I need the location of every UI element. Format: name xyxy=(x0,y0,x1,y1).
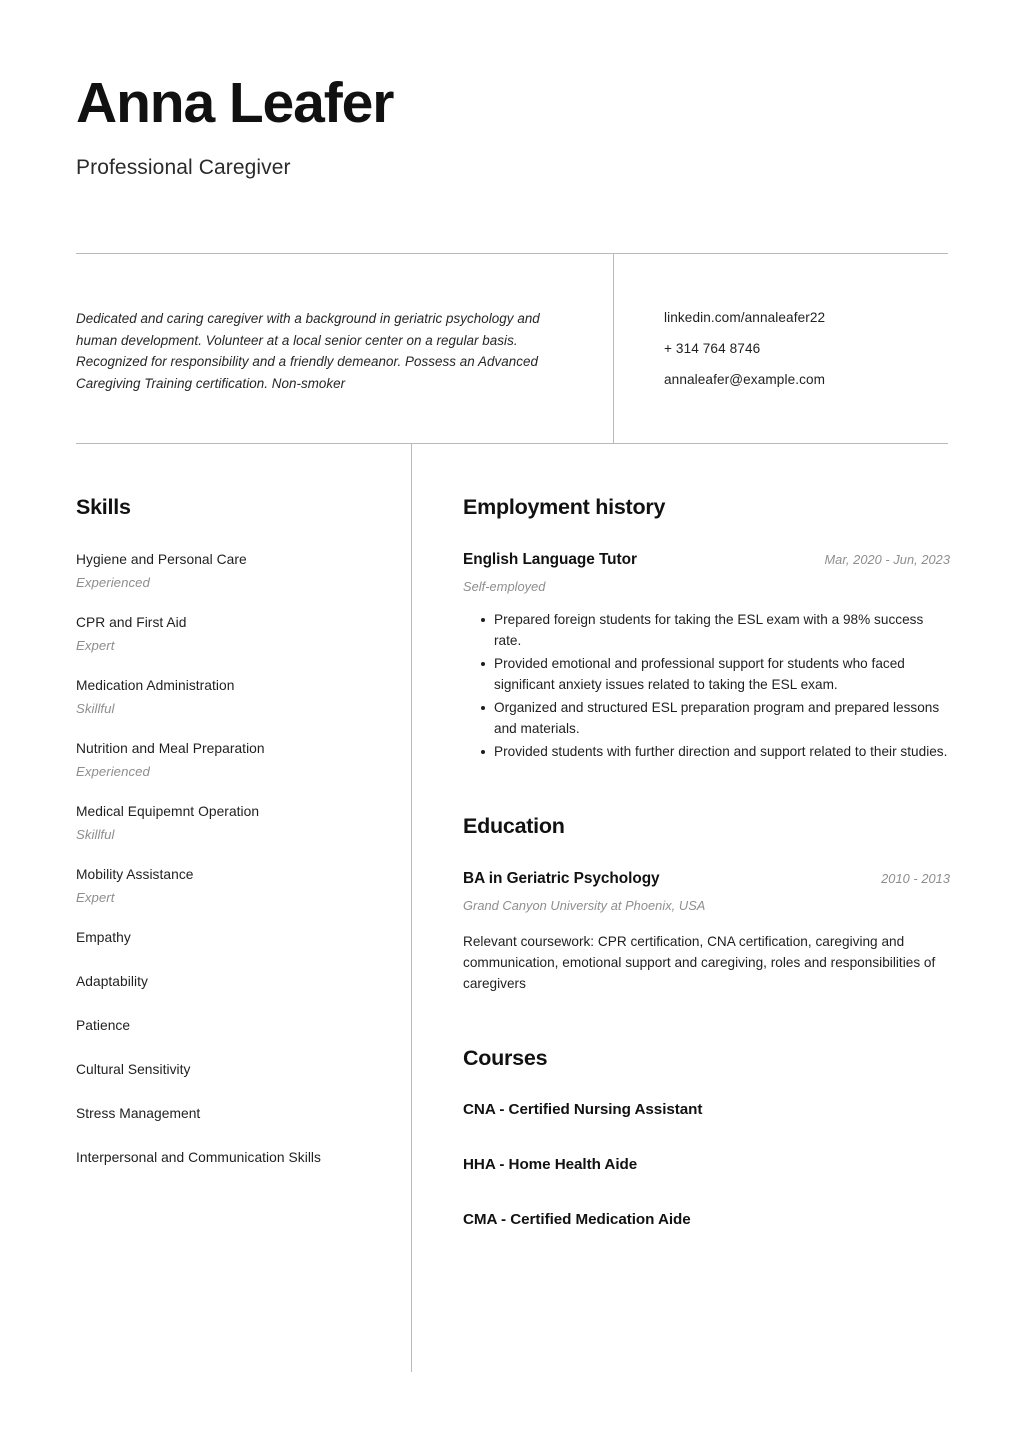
divider-bottom xyxy=(76,443,948,444)
contact-linkedin[interactable]: linkedin.com/annaleafer22 xyxy=(664,310,826,325)
employment-bullet: Prepared foreign students for taking the ESL exam with a 98% success rate. xyxy=(481,609,950,651)
employment-bullet: Provided students with further direction and support related to their studies. xyxy=(481,741,950,762)
employment-bullet-list xyxy=(463,609,950,762)
contact-email[interactable]: annaleafer@example.com xyxy=(664,372,826,387)
education-entry xyxy=(463,869,950,994)
skill-name: Patience xyxy=(76,1018,131,1033)
skill-item xyxy=(76,928,381,947)
skill-name: CPR and First Aid xyxy=(76,615,187,630)
employment-job-title: English Language Tutor xyxy=(463,551,637,568)
employment-bullet: Provided emotional and professional support for students who faced significant anxiety issues related to taking the ESL exam. xyxy=(481,653,950,695)
skill-level: Skillful xyxy=(76,701,115,716)
skill-level: Experienced xyxy=(76,764,150,779)
skill-name: Medical Equipemnt Operation xyxy=(76,804,260,819)
skill-item xyxy=(76,550,381,592)
education-date-range: 2010 - 2013 xyxy=(881,871,950,886)
employment-entry xyxy=(463,550,950,762)
skills-section xyxy=(76,495,381,1167)
candidate-name: Anna Leafer xyxy=(76,71,394,135)
skills-section-title: Skills xyxy=(76,495,131,519)
skill-name: Mobility Assistance xyxy=(76,867,194,882)
skill-item xyxy=(76,1148,381,1167)
education-degree: BA in Geriatric Psychology xyxy=(463,870,660,887)
skill-item xyxy=(76,1104,381,1123)
courses-section-title: Courses xyxy=(463,1046,548,1070)
skill-level: Experienced xyxy=(76,575,150,590)
course-item: CNA - Certified Nursing Assistant xyxy=(463,1101,703,1118)
course-item: CMA - Certified Medication Aide xyxy=(463,1211,691,1228)
skill-level: Expert xyxy=(76,890,115,905)
skill-level: Skillful xyxy=(76,827,115,842)
employment-section-title: Employment history xyxy=(463,495,666,519)
education-section-title: Education xyxy=(463,814,565,838)
skill-name: Medication Administration xyxy=(76,678,235,693)
resume-header xyxy=(76,71,948,180)
skill-item xyxy=(76,802,381,844)
divider-contact-vertical xyxy=(613,254,614,443)
skill-item xyxy=(76,739,381,781)
divider-top xyxy=(76,253,948,254)
skill-item xyxy=(76,865,381,907)
skill-name: Cultural Sensitivity xyxy=(76,1062,191,1077)
employment-entry-header xyxy=(463,550,950,570)
education-coursework: Relevant coursework: CPR certification, CNA certification, caregiving and communication, emotional support and caregiving, roles and responsibilities of caregivers xyxy=(463,934,936,991)
left-column xyxy=(76,495,381,1192)
skill-name: Stress Management xyxy=(76,1106,201,1121)
education-institution: Grand Canyon University at Phoenix, USA xyxy=(463,898,706,913)
employment-section xyxy=(463,495,950,762)
right-column xyxy=(463,495,950,1228)
employment-bullet: Organized and structured ESL preparation program and prepared lessons and materials. xyxy=(481,697,950,739)
skill-item xyxy=(76,972,381,991)
employment-employer: Self-employed xyxy=(463,579,546,594)
skill-item xyxy=(76,1016,381,1035)
skill-name: Nutrition and Meal Preparation xyxy=(76,741,265,756)
skill-name: Interpersonal and Communication Skills xyxy=(76,1150,321,1165)
skill-item xyxy=(76,676,381,718)
employment-date-range: Mar, 2020 - Jun, 2023 xyxy=(824,552,950,567)
skill-item xyxy=(76,1060,381,1079)
skill-name: Hygiene and Personal Care xyxy=(76,552,247,567)
skill-item xyxy=(76,613,381,655)
skill-name: Adaptability xyxy=(76,974,148,989)
profile-summary: Dedicated and caring caregiver with a background in geriatric psychology and human development. Volunteer at a local senior center on a regular basis. Recognized for responsibility and a friendly demeanor. Possess an Advanced Caregiving Training certification. Non-smoker xyxy=(76,311,540,391)
skill-level: Expert xyxy=(76,638,115,653)
divider-columns-vertical xyxy=(411,444,412,1372)
contact-details xyxy=(664,309,954,388)
education-entry-header xyxy=(463,869,950,889)
skill-name: Empathy xyxy=(76,930,131,945)
course-item: HHA - Home Health Aide xyxy=(463,1156,638,1173)
contact-phone[interactable]: + 314 764 8746 xyxy=(664,341,761,356)
candidate-job-title: Professional Caregiver xyxy=(76,155,291,179)
education-section xyxy=(463,814,950,994)
courses-section xyxy=(463,1046,950,1228)
